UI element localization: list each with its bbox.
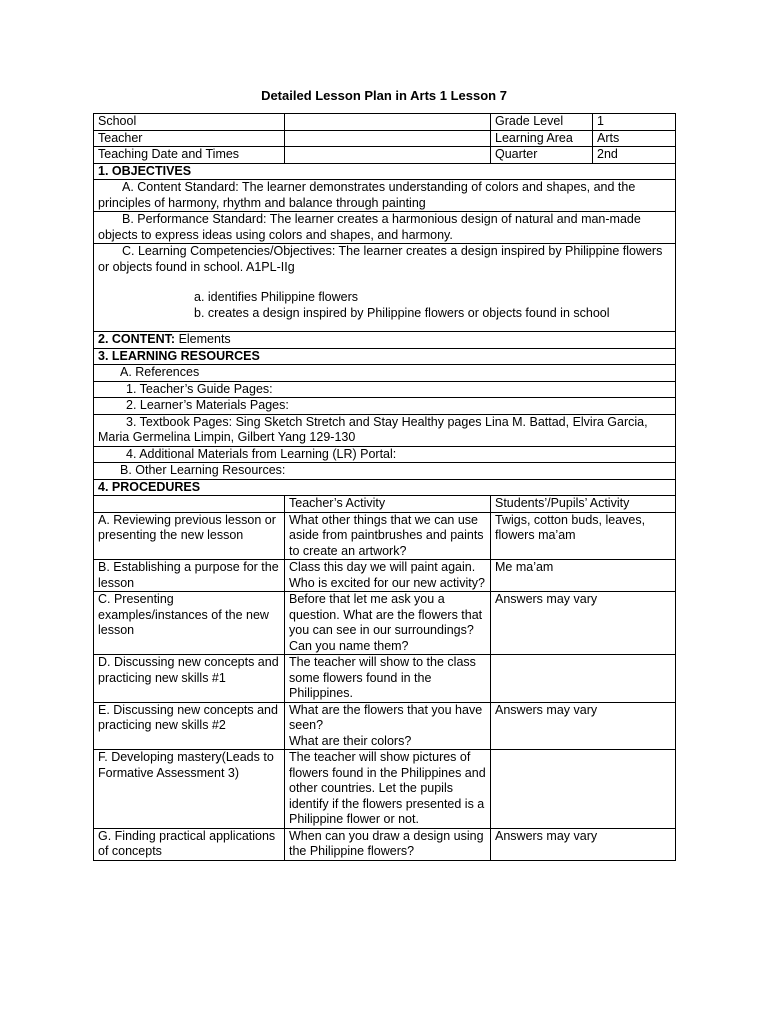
additional-materials-row <box>94 446 676 463</box>
teacher-activity-header: Teacher’s Activity <box>285 496 491 513</box>
teacher-activity-text: Before that let me ask you a question. What are the flowers that you can see in our surroundings? <box>289 592 483 637</box>
school-label: School <box>94 114 285 131</box>
references-label: A. References <box>94 365 676 382</box>
students-activity: Answers may vary <box>491 592 676 655</box>
content-standard-cell <box>94 180 676 212</box>
students-activity: Me ma’am <box>491 560 676 592</box>
students-activity <box>491 750 676 829</box>
competencies-cell <box>94 244 676 332</box>
procedure-step: F. Developing mastery(Leads to Formative Assessment 3) <box>94 750 285 829</box>
teacher-activity <box>285 702 491 750</box>
procedure-step: A. Reviewing previous lesson or presenting the new lesson <box>94 512 285 560</box>
header-row-date <box>94 147 676 164</box>
additional-materials: 4. Additional Materials from Learning (LR) Portal: <box>94 446 676 463</box>
teacher-activity: What other things that we can use aside from paintbrushes and paints to create an artwork? <box>285 512 491 560</box>
procedure-row <box>94 828 676 860</box>
procedure-step: E. Discussing new concepts and practicing new skills #2 <box>94 702 285 750</box>
objective-item-b: b. creates a design inspired by Philippine flowers or objects found in school <box>194 305 610 320</box>
school-value <box>285 114 491 131</box>
textbook-pages: 3. Textbook Pages: Sing Sketch Stretch and Stay Healthy pages Lina M. Battad, Elvira Garcia, Maria Germelina Limpin, Gilbert Yang 129-130 <box>98 414 648 444</box>
students-activity: Twigs, cotton buds, leaves, flowers ma’am <box>491 512 676 560</box>
students-activity: Answers may vary <box>491 828 676 860</box>
teacher-activity: Class this day we will paint again. Who is excited for our new activity? <box>285 560 491 592</box>
content-cell <box>94 332 676 349</box>
teacher-activity-text: What are the flowers that you have seen? <box>289 702 483 732</box>
content-standard-row <box>94 180 676 212</box>
teacher-activity-text: What are their colors? <box>289 733 412 748</box>
procedures-heading: 4. PROCEDURES <box>94 479 676 496</box>
tg-pages-row <box>94 381 676 398</box>
content-row <box>94 332 676 349</box>
procedure-step: G. Finding practical applications of concepts <box>94 828 285 860</box>
teaching-date-value <box>285 147 491 164</box>
teacher-label: Teacher <box>94 130 285 147</box>
procedure-row <box>94 750 676 829</box>
procedure-step: C. Presenting examples/instances of the new lesson <box>94 592 285 655</box>
content-heading: 2. CONTENT: <box>98 332 176 346</box>
performance-standard-row <box>94 212 676 244</box>
textbook-cell <box>94 414 676 446</box>
header-row-school <box>94 114 676 131</box>
other-learning-resources: B. Other Learning Resources: <box>94 463 676 480</box>
content-value: Elements <box>175 332 231 346</box>
teacher-activity <box>285 592 491 655</box>
lm-pages-row <box>94 398 676 415</box>
textbook-row <box>94 414 676 446</box>
procedure-row <box>94 592 676 655</box>
quarter-value: 2nd <box>593 147 676 164</box>
students-activity-header: Students’/Pupils’ Activity <box>491 496 676 513</box>
references-row <box>94 365 676 382</box>
learners-materials-pages: 2. Learner’s Materials Pages: <box>94 398 676 415</box>
students-activity: Answers may vary <box>491 702 676 750</box>
competencies-row <box>94 244 676 332</box>
quarter-label: Quarter <box>491 147 593 164</box>
performance-standard-cell <box>94 212 676 244</box>
students-activity <box>491 655 676 703</box>
teacher-activity: The teacher will show pictures of flowers found in the Philippines and other countries. Let the pupils identify if the flowers presented is a Philippine flower or not. <box>285 750 491 829</box>
objective-item-a: a. identifies Philippine flowers <box>194 290 358 304</box>
teacher-activity: The teacher will show to the class some flowers found in the Philippines. <box>285 655 491 703</box>
performance-standard-text: B. Performance Standard: The learner creates a harmonious design of natural and man-made objects to express ideas using colors and shapes, and harmony. <box>98 212 641 242</box>
procedures-heading-row <box>94 479 676 496</box>
lesson-plan-table <box>93 113 676 861</box>
grade-level-value: 1 <box>593 114 676 131</box>
procedure-row <box>94 512 676 560</box>
procedures-step-header <box>94 496 285 513</box>
content-standard-text: A. Content Standard: The learner demonstrates understanding of colors and shapes, and the principles of harmony, rhythm and balance through painting <box>98 180 636 210</box>
document-title: Detailed Lesson Plan in Arts 1 Lesson 7 <box>261 88 507 103</box>
procedure-row <box>94 560 676 592</box>
header-row-teacher <box>94 130 676 147</box>
teacher-activity: When can you draw a design using the Philippine flowers? <box>285 828 491 860</box>
other-resources-row <box>94 463 676 480</box>
learning-area-value: Arts <box>593 130 676 147</box>
teachers-guide-pages: 1. Teacher’s Guide Pages: <box>94 381 676 398</box>
procedure-row <box>94 702 676 750</box>
grade-level-label: Grade Level <box>491 114 593 131</box>
procedure-row <box>94 655 676 703</box>
procedures-column-header-row <box>94 496 676 513</box>
procedure-step: D. Discussing new concepts and practicing new skills #1 <box>94 655 285 703</box>
competencies-text: C. Learning Competencies/Objectives: The learner creates a design inspired by Philippine flowers or objects found in school. A1PL-IIg <box>98 244 663 274</box>
objectives-heading: 1. OBJECTIVES <box>94 163 676 180</box>
learning-area-label: Learning Area <box>491 130 593 147</box>
objectives-heading-row <box>94 163 676 180</box>
procedure-step: B. Establishing a purpose for the lesson <box>94 560 285 592</box>
teacher-value <box>285 130 491 147</box>
resources-heading: 3. LEARNING RESOURCES <box>94 348 676 365</box>
teacher-activity-text: Can you name them? <box>289 638 409 653</box>
teaching-date-label: Teaching Date and Times <box>94 147 285 164</box>
resources-heading-row <box>94 348 676 365</box>
